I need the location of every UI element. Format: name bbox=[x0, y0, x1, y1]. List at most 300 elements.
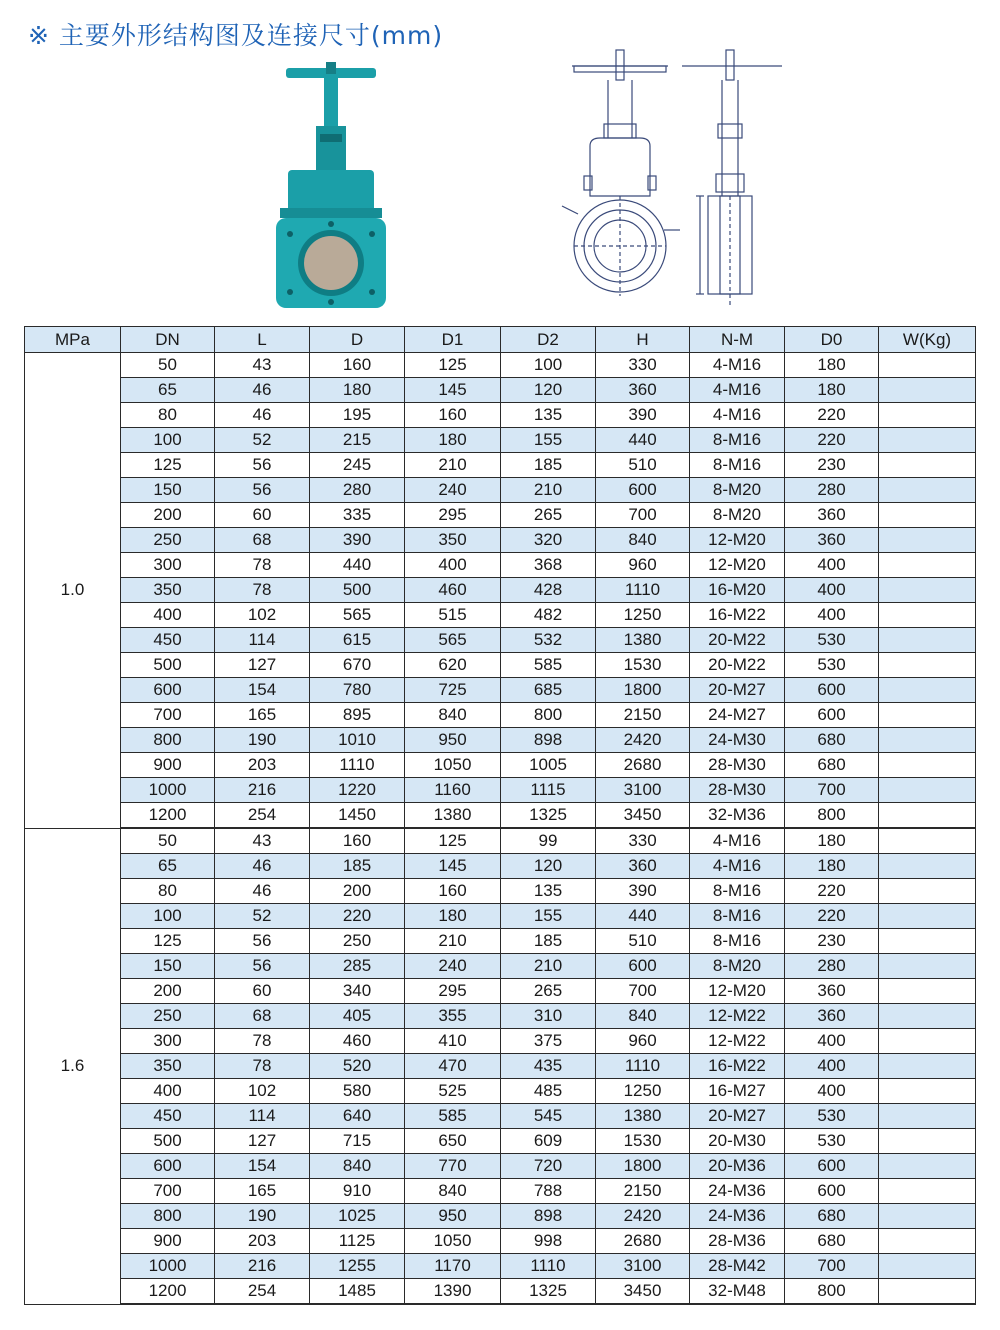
table-cell: 78 bbox=[215, 1029, 310, 1054]
table-cell: 340 bbox=[310, 979, 405, 1004]
table-cell bbox=[879, 503, 976, 528]
table-cell: 360 bbox=[596, 854, 690, 879]
table-row bbox=[25, 753, 976, 778]
table-cell bbox=[879, 803, 976, 829]
table-cell: 1220 bbox=[310, 778, 405, 803]
table-cell: 600 bbox=[785, 678, 879, 703]
table-header-row bbox=[25, 327, 976, 353]
table-cell: 216 bbox=[215, 778, 310, 803]
table-cell: 500 bbox=[310, 578, 405, 603]
table-cell: 900 bbox=[121, 753, 215, 778]
table-cell: 910 bbox=[310, 1179, 405, 1204]
table-cell: 470 bbox=[405, 1054, 501, 1079]
table-cell: 12-M20 bbox=[690, 553, 785, 578]
page-title: ※ 主要外形结构图及连接尺寸(mm) bbox=[28, 21, 444, 50]
table-row bbox=[25, 628, 976, 653]
table-cell: 200 bbox=[310, 879, 405, 904]
table-cell bbox=[879, 1104, 976, 1129]
table-cell: 52 bbox=[215, 904, 310, 929]
table-cell: 165 bbox=[215, 1179, 310, 1204]
table-cell: 400 bbox=[785, 553, 879, 578]
table-cell: 1530 bbox=[596, 1129, 690, 1154]
table-cell bbox=[879, 728, 976, 753]
table-cell: 180 bbox=[405, 428, 501, 453]
table-cell: 1170 bbox=[405, 1254, 501, 1279]
table-cell: 100 bbox=[501, 353, 596, 378]
table-cell: 520 bbox=[310, 1054, 405, 1079]
table-cell: 530 bbox=[785, 628, 879, 653]
table-cell: 46 bbox=[215, 403, 310, 428]
table-cell: 245 bbox=[310, 453, 405, 478]
table-cell: 1250 bbox=[596, 603, 690, 628]
table-cell: 1010 bbox=[310, 728, 405, 753]
table-cell: 250 bbox=[121, 1004, 215, 1029]
table-cell: 1000 bbox=[121, 1254, 215, 1279]
table-cell: 1380 bbox=[596, 628, 690, 653]
table-cell: 1125 bbox=[310, 1229, 405, 1254]
table-cell: 114 bbox=[215, 1104, 310, 1129]
table-cell bbox=[879, 1279, 976, 1305]
table-cell: 295 bbox=[405, 503, 501, 528]
table-cell: 350 bbox=[405, 528, 501, 553]
table-cell: 400 bbox=[121, 1079, 215, 1104]
column-header: N-M bbox=[690, 327, 785, 353]
table-row bbox=[25, 603, 976, 628]
table-cell: 440 bbox=[596, 904, 690, 929]
table-cell: 78 bbox=[215, 1054, 310, 1079]
table-cell: 770 bbox=[405, 1154, 501, 1179]
table-cell: 1000 bbox=[121, 778, 215, 803]
table-cell bbox=[879, 603, 976, 628]
table-cell: 125 bbox=[121, 929, 215, 954]
table-cell: 800 bbox=[785, 803, 879, 829]
table-cell: 215 bbox=[310, 428, 405, 453]
table-cell: 300 bbox=[121, 1029, 215, 1054]
table-cell: 400 bbox=[785, 578, 879, 603]
table-cell: 127 bbox=[215, 1129, 310, 1154]
table-cell: 24-M36 bbox=[690, 1179, 785, 1204]
table-cell bbox=[879, 854, 976, 879]
table-cell: 565 bbox=[310, 603, 405, 628]
table-cell: 515 bbox=[405, 603, 501, 628]
table-cell: 350 bbox=[121, 578, 215, 603]
table-cell: 125 bbox=[405, 828, 501, 854]
table-cell bbox=[879, 1004, 976, 1029]
table-cell: 335 bbox=[310, 503, 405, 528]
column-header: MPa bbox=[25, 327, 121, 353]
table-cell: 400 bbox=[121, 603, 215, 628]
table-cell: 56 bbox=[215, 453, 310, 478]
table-cell: 565 bbox=[405, 628, 501, 653]
table-cell: 180 bbox=[405, 904, 501, 929]
table-cell: 68 bbox=[215, 1004, 310, 1029]
table-row bbox=[25, 653, 976, 678]
table-cell: 1115 bbox=[501, 778, 596, 803]
table-cell bbox=[879, 1029, 976, 1054]
table-cell: 680 bbox=[785, 1229, 879, 1254]
table-row bbox=[25, 428, 976, 453]
table-cell: 400 bbox=[785, 1079, 879, 1104]
table-cell: 900 bbox=[121, 1229, 215, 1254]
table-cell: 360 bbox=[785, 979, 879, 1004]
table-cell: 8-M16 bbox=[690, 428, 785, 453]
valve-photo bbox=[272, 62, 390, 310]
table-cell: 8-M16 bbox=[690, 929, 785, 954]
table-cell: 680 bbox=[785, 753, 879, 778]
table-cell bbox=[879, 403, 976, 428]
table-cell: 440 bbox=[596, 428, 690, 453]
table-cell: 180 bbox=[785, 828, 879, 854]
table-cell: 788 bbox=[501, 1179, 596, 1204]
table-cell: 28-M30 bbox=[690, 778, 785, 803]
table-cell: 400 bbox=[785, 1054, 879, 1079]
table-cell: 1025 bbox=[310, 1204, 405, 1229]
table-cell: 210 bbox=[501, 954, 596, 979]
table-cell: 16-M22 bbox=[690, 1054, 785, 1079]
table-cell: 165 bbox=[215, 703, 310, 728]
table-cell: 390 bbox=[596, 403, 690, 428]
table-cell: 1800 bbox=[596, 1154, 690, 1179]
table-cell: 127 bbox=[215, 653, 310, 678]
table-cell: 3450 bbox=[596, 1279, 690, 1305]
table-cell: 450 bbox=[121, 628, 215, 653]
table-cell: 4-M16 bbox=[690, 854, 785, 879]
table-cell: 145 bbox=[405, 854, 501, 879]
table-cell: 2150 bbox=[596, 1179, 690, 1204]
table-cell: 265 bbox=[501, 979, 596, 1004]
table-cell: 725 bbox=[405, 678, 501, 703]
table-cell: 220 bbox=[310, 904, 405, 929]
table-cell: 482 bbox=[501, 603, 596, 628]
table-cell: 580 bbox=[310, 1079, 405, 1104]
table-cell: 280 bbox=[785, 954, 879, 979]
table-cell: 114 bbox=[215, 628, 310, 653]
table-cell: 155 bbox=[501, 904, 596, 929]
table-cell: 220 bbox=[785, 428, 879, 453]
table-cell: 160 bbox=[405, 403, 501, 428]
table-cell: 220 bbox=[785, 904, 879, 929]
table-cell bbox=[879, 578, 976, 603]
table-cell: 180 bbox=[785, 854, 879, 879]
table-cell: 330 bbox=[596, 828, 690, 854]
table-row bbox=[25, 904, 976, 929]
table-cell: 585 bbox=[405, 1104, 501, 1129]
table-row bbox=[25, 353, 976, 378]
table-cell: 125 bbox=[121, 453, 215, 478]
table-cell: 600 bbox=[785, 1154, 879, 1179]
table-cell: 1380 bbox=[596, 1104, 690, 1129]
table-cell: 154 bbox=[215, 678, 310, 703]
table-cell: 840 bbox=[596, 1004, 690, 1029]
table-row bbox=[25, 728, 976, 753]
table-cell: 8-M16 bbox=[690, 453, 785, 478]
table-cell: 715 bbox=[310, 1129, 405, 1154]
table-cell: 680 bbox=[785, 728, 879, 753]
table-row bbox=[25, 378, 976, 403]
table-cell: 525 bbox=[405, 1079, 501, 1104]
table-cell: 3100 bbox=[596, 778, 690, 803]
table-row bbox=[25, 929, 976, 954]
table-cell: 450 bbox=[121, 1104, 215, 1129]
table-cell: 195 bbox=[310, 403, 405, 428]
table-cell: 360 bbox=[785, 528, 879, 553]
table-cell: 295 bbox=[405, 979, 501, 1004]
table-cell: 43 bbox=[215, 828, 310, 854]
table-row bbox=[25, 528, 976, 553]
table-cell: 500 bbox=[121, 653, 215, 678]
table-cell: 600 bbox=[596, 478, 690, 503]
table-cell bbox=[879, 653, 976, 678]
table-cell: 56 bbox=[215, 478, 310, 503]
table-cell: 190 bbox=[215, 728, 310, 753]
table-cell: 24-M36 bbox=[690, 1204, 785, 1229]
table-cell: 720 bbox=[501, 1154, 596, 1179]
pressure-cell: 1.6 bbox=[25, 828, 121, 1304]
table-cell: 530 bbox=[785, 1129, 879, 1154]
table-cell: 20-M30 bbox=[690, 1129, 785, 1154]
table-cell bbox=[879, 478, 976, 503]
table-cell: 185 bbox=[501, 929, 596, 954]
table-cell: 375 bbox=[501, 1029, 596, 1054]
table-cell bbox=[879, 828, 976, 854]
table-cell: 2680 bbox=[596, 753, 690, 778]
table-cell: 360 bbox=[785, 1004, 879, 1029]
table-cell bbox=[879, 954, 976, 979]
table-cell: 8-M20 bbox=[690, 478, 785, 503]
table-cell: 1255 bbox=[310, 1254, 405, 1279]
table-cell: 428 bbox=[501, 578, 596, 603]
table-cell: 1390 bbox=[405, 1279, 501, 1305]
table-cell: 390 bbox=[310, 528, 405, 553]
table-cell: 154 bbox=[215, 1154, 310, 1179]
table-row bbox=[25, 703, 976, 728]
table-cell: 410 bbox=[405, 1029, 501, 1054]
table-cell: 60 bbox=[215, 503, 310, 528]
table-cell: 435 bbox=[501, 1054, 596, 1079]
table-cell: 1110 bbox=[310, 753, 405, 778]
table-row bbox=[25, 778, 976, 803]
table-cell bbox=[879, 678, 976, 703]
table-cell: 12-M20 bbox=[690, 979, 785, 1004]
table-row bbox=[25, 453, 976, 478]
table-cell: 440 bbox=[310, 553, 405, 578]
table-cell: 485 bbox=[501, 1079, 596, 1104]
column-header: D2 bbox=[501, 327, 596, 353]
table-cell: 155 bbox=[501, 428, 596, 453]
table-cell: 102 bbox=[215, 1079, 310, 1104]
table-cell: 135 bbox=[501, 879, 596, 904]
table-cell: 898 bbox=[501, 1204, 596, 1229]
table-cell: 280 bbox=[310, 478, 405, 503]
table-cell: 400 bbox=[405, 553, 501, 578]
table-cell: 28-M42 bbox=[690, 1254, 785, 1279]
table-row bbox=[25, 954, 976, 979]
table-row bbox=[25, 1179, 976, 1204]
table-row bbox=[25, 478, 976, 503]
table-cell: 3100 bbox=[596, 1254, 690, 1279]
table-cell: 20-M27 bbox=[690, 1104, 785, 1129]
table-cell: 24-M30 bbox=[690, 728, 785, 753]
table-cell: 4-M16 bbox=[690, 378, 785, 403]
column-header: H bbox=[596, 327, 690, 353]
table-cell: 300 bbox=[121, 553, 215, 578]
table-row bbox=[25, 553, 976, 578]
table-cell: 960 bbox=[596, 553, 690, 578]
column-header: W(Kg) bbox=[879, 327, 976, 353]
table-cell: 700 bbox=[596, 979, 690, 1004]
table-cell: 265 bbox=[501, 503, 596, 528]
table-cell: 4-M16 bbox=[690, 828, 785, 854]
table-cell: 585 bbox=[501, 653, 596, 678]
table-cell: 210 bbox=[501, 478, 596, 503]
column-header: D1 bbox=[405, 327, 501, 353]
table-cell: 46 bbox=[215, 854, 310, 879]
column-header: D0 bbox=[785, 327, 879, 353]
table-cell: 545 bbox=[501, 1104, 596, 1129]
table-cell bbox=[879, 879, 976, 904]
table-row bbox=[25, 678, 976, 703]
table-cell bbox=[879, 1154, 976, 1179]
table-cell: 12-M22 bbox=[690, 1029, 785, 1054]
table-cell: 230 bbox=[785, 453, 879, 478]
table-cell: 1005 bbox=[501, 753, 596, 778]
table-cell: 460 bbox=[310, 1029, 405, 1054]
table-cell: 28-M36 bbox=[690, 1229, 785, 1254]
table-cell: 360 bbox=[785, 503, 879, 528]
table-cell: 700 bbox=[121, 1179, 215, 1204]
table-cell: 78 bbox=[215, 578, 310, 603]
table-cell: 405 bbox=[310, 1004, 405, 1029]
table-cell bbox=[879, 703, 976, 728]
table-cell: 800 bbox=[121, 1204, 215, 1229]
table-cell: 800 bbox=[501, 703, 596, 728]
table-cell: 50 bbox=[121, 353, 215, 378]
table-cell: 125 bbox=[405, 353, 501, 378]
table-cell: 80 bbox=[121, 403, 215, 428]
table-row bbox=[25, 1029, 976, 1054]
table-cell: 24-M27 bbox=[690, 703, 785, 728]
table-cell: 160 bbox=[310, 353, 405, 378]
table-cell: 1380 bbox=[405, 803, 501, 829]
table-cell: 950 bbox=[405, 1204, 501, 1229]
table-cell: 20-M36 bbox=[690, 1154, 785, 1179]
table-cell: 250 bbox=[121, 528, 215, 553]
table-row bbox=[25, 979, 976, 1004]
table-cell: 1160 bbox=[405, 778, 501, 803]
table-row bbox=[25, 503, 976, 528]
table-cell bbox=[879, 553, 976, 578]
table-cell: 56 bbox=[215, 954, 310, 979]
table-cell: 4-M16 bbox=[690, 403, 785, 428]
table-cell: 330 bbox=[596, 353, 690, 378]
table-cell: 203 bbox=[215, 1229, 310, 1254]
table-cell: 12-M20 bbox=[690, 528, 785, 553]
column-header: L bbox=[215, 327, 310, 353]
table-cell: 998 bbox=[501, 1229, 596, 1254]
table-cell: 532 bbox=[501, 628, 596, 653]
table-cell: 78 bbox=[215, 553, 310, 578]
table-cell: 185 bbox=[501, 453, 596, 478]
table-cell: 240 bbox=[405, 478, 501, 503]
table-cell: 285 bbox=[310, 954, 405, 979]
table-cell: 1110 bbox=[596, 578, 690, 603]
table-cell: 99 bbox=[501, 828, 596, 854]
table-cell bbox=[879, 1204, 976, 1229]
table-cell: 2680 bbox=[596, 1229, 690, 1254]
table-cell: 600 bbox=[785, 1179, 879, 1204]
table-cell: 510 bbox=[596, 453, 690, 478]
table-cell: 8-M20 bbox=[690, 954, 785, 979]
table-cell bbox=[879, 453, 976, 478]
table-cell: 700 bbox=[785, 1254, 879, 1279]
table-cell: 102 bbox=[215, 603, 310, 628]
pressure-cell: 1.0 bbox=[25, 353, 121, 829]
table-cell bbox=[879, 1229, 976, 1254]
table-cell bbox=[879, 1129, 976, 1154]
table-cell: 185 bbox=[310, 854, 405, 879]
table-cell: 400 bbox=[785, 603, 879, 628]
table-cell: 46 bbox=[215, 879, 310, 904]
table-cell: 600 bbox=[121, 678, 215, 703]
table-cell: 32-M36 bbox=[690, 803, 785, 829]
table-cell: 390 bbox=[596, 879, 690, 904]
table-row bbox=[25, 1279, 976, 1305]
table-row bbox=[25, 1154, 976, 1179]
table-cell: 240 bbox=[405, 954, 501, 979]
table-cell: 350 bbox=[121, 1054, 215, 1079]
table-cell bbox=[879, 353, 976, 378]
table-row bbox=[25, 1004, 976, 1029]
table-row bbox=[25, 854, 976, 879]
table-cell bbox=[879, 428, 976, 453]
table-row bbox=[25, 803, 976, 829]
table-cell: 203 bbox=[215, 753, 310, 778]
table-cell: 1050 bbox=[405, 753, 501, 778]
table-cell: 180 bbox=[785, 378, 879, 403]
table-cell: 50 bbox=[121, 828, 215, 854]
table-cell: 1450 bbox=[310, 803, 405, 829]
table-cell: 2420 bbox=[596, 1204, 690, 1229]
table-cell: 950 bbox=[405, 728, 501, 753]
table-cell: 1110 bbox=[501, 1254, 596, 1279]
table-cell: 1200 bbox=[121, 1279, 215, 1305]
table-cell: 220 bbox=[785, 403, 879, 428]
table-row bbox=[25, 1079, 976, 1104]
table-cell: 150 bbox=[121, 478, 215, 503]
table-cell: 200 bbox=[121, 979, 215, 1004]
table-cell: 150 bbox=[121, 954, 215, 979]
table-cell: 500 bbox=[121, 1129, 215, 1154]
table-row bbox=[25, 1104, 976, 1129]
table-cell: 8-M16 bbox=[690, 904, 785, 929]
table-cell: 280 bbox=[785, 478, 879, 503]
table-cell: 32-M48 bbox=[690, 1279, 785, 1305]
table-cell: 840 bbox=[405, 1179, 501, 1204]
table-cell: 1050 bbox=[405, 1229, 501, 1254]
table-cell bbox=[879, 778, 976, 803]
table-cell bbox=[879, 904, 976, 929]
table-row bbox=[25, 1254, 976, 1279]
table-cell: 56 bbox=[215, 929, 310, 954]
table-cell bbox=[879, 378, 976, 403]
table-cell bbox=[879, 753, 976, 778]
table-cell: 135 bbox=[501, 403, 596, 428]
table-cell: 895 bbox=[310, 703, 405, 728]
table-cell: 960 bbox=[596, 1029, 690, 1054]
table-cell: 43 bbox=[215, 353, 310, 378]
table-cell bbox=[879, 1179, 976, 1204]
table-cell: 700 bbox=[121, 703, 215, 728]
